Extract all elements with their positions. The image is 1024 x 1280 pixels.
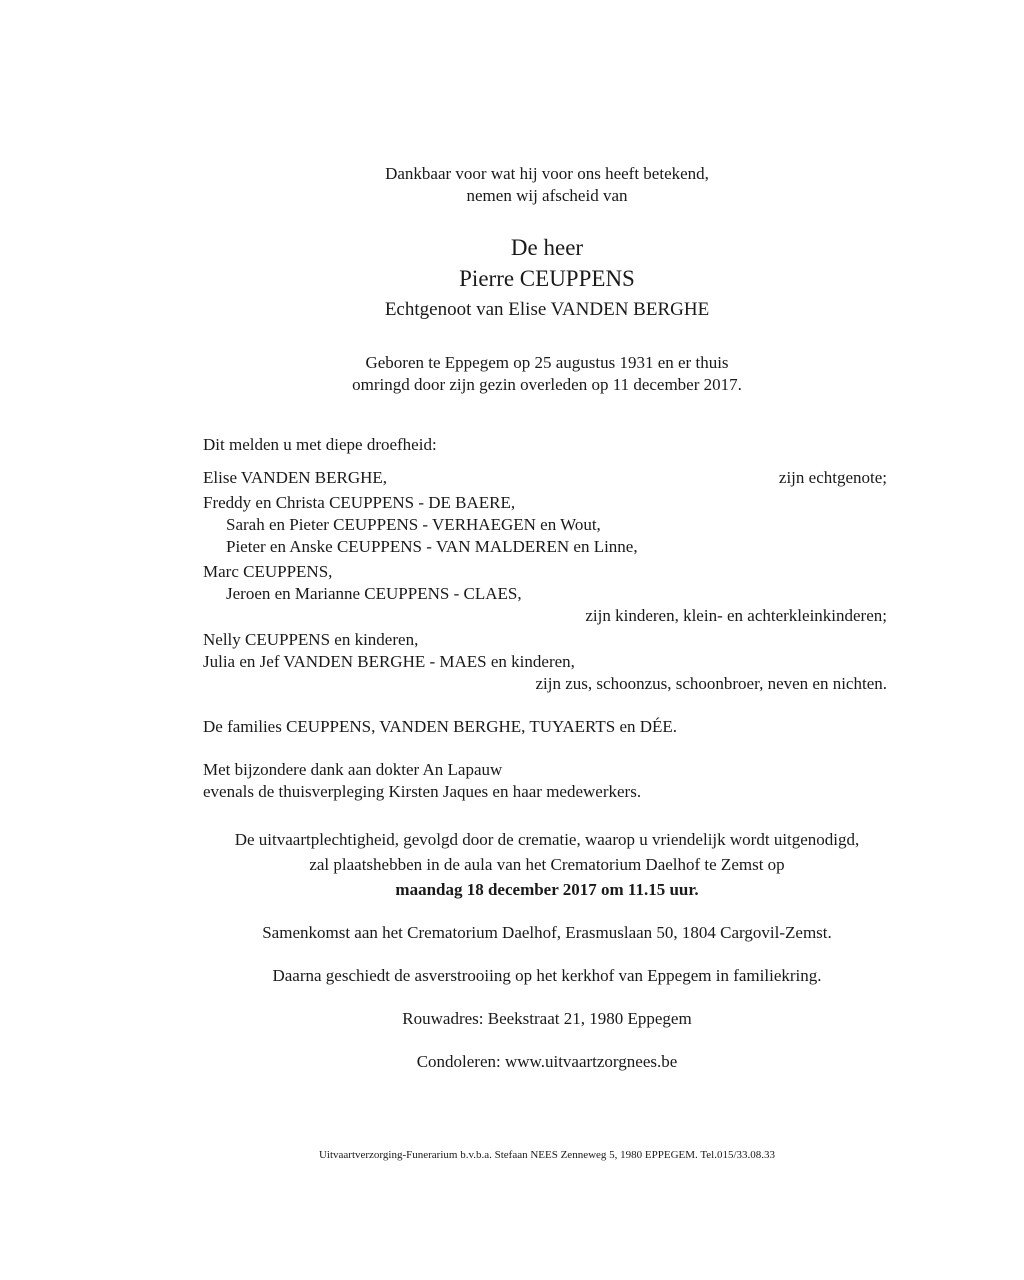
family-member: Pieter en Anske CEUPPENS - VAN MALDEREN en Linne, — [226, 537, 638, 556]
family-group-1 — [203, 492, 887, 558]
announcement-line: Dit melden u met diepe droefheid: — [203, 435, 437, 454]
intro-text — [0, 163, 1024, 207]
intro-line-2: nemen wij afscheid van — [466, 186, 628, 205]
ceremony-line-1: De uitvaartplechtigheid, gevolgd door de crematie, waarop u vriendelijk wordt uitgenodigd, — [234, 830, 860, 849]
family-member: Marc CEUPPENS, — [203, 562, 333, 581]
spouse-line: Echtgenoot van Elise VANDEN BERGHE — [384, 299, 710, 320]
thanks-line-2: evenals de thuisverpleging Kirsten Jaques en haar medewerkers. — [203, 782, 642, 801]
deceased-title — [0, 232, 1024, 294]
birth-line-1: Geboren te Eppegem op 25 augustus 1931 en er thuis — [365, 353, 729, 372]
ceremony-line-2: zal plaatshebben in de aula van het Crematorium Daelhof te Zemst op — [309, 855, 785, 874]
siblings-relation: zijn zus, schoonzus, schoonbroer, neven en nichten. — [535, 674, 887, 693]
thanks-line-1: Met bijzondere dank aan dokter An Lapauw — [203, 760, 503, 779]
scattering-info: Daarna geschiedt de asverstrooiing op het kerkhof van Eppegem in familiekring. — [272, 966, 822, 985]
mourning-address: Rouwadres: Beekstraat 21, 1980 Eppegem — [402, 1009, 692, 1028]
condolences-website: Condoleren: www.uitvaartzorgnees.be — [416, 1052, 678, 1071]
gathering-info: Samenkomst aan het Crematorium Daelhof, Erasmuslaan 50, 1804 Cargovil-Zemst. — [262, 923, 832, 942]
family-member: Sarah en Pieter CEUPPENS - VERHAEGEN en Wout, — [226, 515, 601, 534]
family-member: Nelly CEUPPENS en kinderen, — [203, 630, 419, 649]
family-spouse — [203, 467, 887, 489]
ceremony-info — [0, 827, 1024, 902]
children-relation: zijn kinderen, klein- en achterkleinkinderen; — [585, 606, 887, 625]
family-member: Julia en Jef VANDEN BERGHE - MAES en kinderen, — [203, 652, 575, 671]
spouse-relation: zijn echtgenote; — [778, 468, 887, 487]
funeral-home-footer: Uitvaartverzorging-Funerarium b.v.b.a. Stefaan NEES Zenneweg 5, 1980 EPPEGEM. Tel.015/33.08.33 — [318, 1149, 776, 1161]
family-member: Freddy en Christa CEUPPENS - DE BAERE, — [203, 493, 516, 512]
birth-death-info — [0, 352, 1024, 396]
family-member: Jeroen en Marianne CEUPPENS - CLAES, — [226, 584, 522, 603]
families-line: De families CEUPPENS, VANDEN BERGHE, TUYAERTS en DÉE. — [203, 717, 678, 736]
spouse-name: Elise VANDEN BERGHE, — [203, 468, 388, 487]
deceased-honorific: De heer — [510, 235, 584, 260]
family-group-3 — [203, 629, 887, 695]
birth-line-2: omringd door zijn gezin overleden op 11 december 2017. — [352, 375, 742, 394]
deceased-name: Pierre CEUPPENS — [459, 266, 635, 291]
ceremony-date: maandag 18 december 2017 om 11.15 uur. — [395, 880, 699, 899]
family-group-2 — [203, 561, 887, 627]
intro-line-1: Dankbaar voor wat hij voor ons heeft betekend, — [385, 164, 709, 183]
thanks-block — [203, 759, 887, 803]
